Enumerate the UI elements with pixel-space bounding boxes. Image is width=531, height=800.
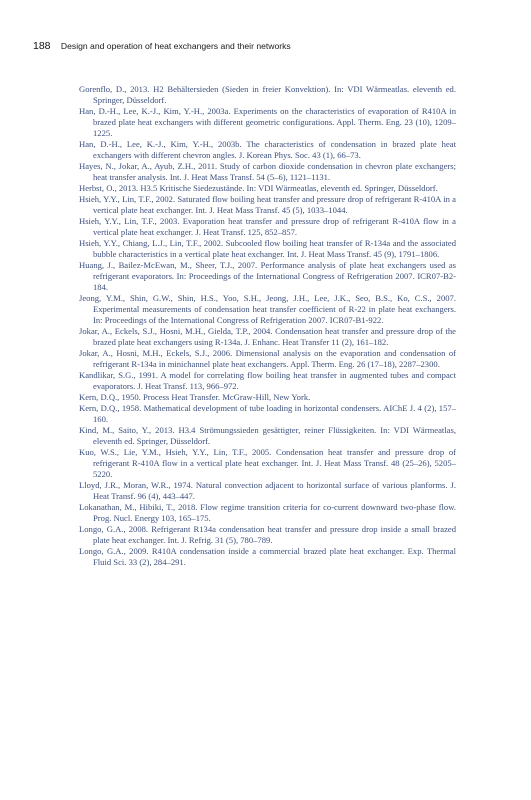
reference-entry: Han, D.-H., Lee, K.-J., Kim, Y.-H., 2003a. Experiments on the characteristics of evaporation of R410A in brazed plate heat exchangers with different geometric configurations. Appl. Therm. Eng. 23 (10), 1209–1225. (79, 105, 456, 138)
reference-entry: Jokar, A., Hosni, M.H., Eckels, S.J., 2006. Dimensional analysis on the evaporation and condensation of refrigerant R-134a in minichannel plate heat exchangers. Appl. Therm. Eng. 26 (17–18), 2287–2300. (79, 347, 456, 369)
reference-entry: Hayes, N., Jokar, A., Ayub, Z.H., 2011. Study of carbon dioxide condensation in chevron plate exchangers; heat transfer analysis. Int. J. Heat Mass Transf. 54 (5–6), 1121–1131. (79, 160, 456, 182)
reference-entry: Herbst, O., 2013. H3.5 Kritische Siedezustände. In: VDI Wärmeatlas, eleventh ed. Springer, Düsseldorf. (79, 182, 438, 193)
reference-list (79, 84, 456, 568)
reference-entry: Hsieh, Y.Y., Lin, T.F., 2002. Saturated flow boiling heat transfer and pressure drop of refrigerant R-410A in a vertical plate heat exchanger. Int. J. Heat Mass Transf. 45 (5), 1033–1044. (79, 193, 456, 215)
reference-entry: Longo, G.A., 2009. R410A condensation inside a commercial brazed plate heat exchanger. Exp. Thermal Fluid Sci. 33 (2), 284–291. (79, 545, 456, 567)
reference-entry: Jeong, Y.M., Shin, G.W., Shin, H.S., Yoo, S.H., Jeong, J.H., Lee, J.K., Seo, B.S., Ko, C.S., 2007. Experimental measurements of condensation heat transfer coefficient of R-22 in plate heat exchangers. In: Proceedings of the International Congress of Refrigeration 2007. ICR07-B1-922. (79, 292, 456, 325)
reference-entry: Kind, M., Saito, Y., 2013. H3.4 Strömungssieden gesättigter, reiner Flüssigkeiten. In: VDI Wärmeatlas, eleventh ed. Springer, Düsseldorf. (79, 424, 456, 446)
reference-entry: Gorenflo, D., 2013. H2 Behältersieden (Sieden in freier Konvektion). In: VDI Wärmeatlas. eleventh ed. Springer, Düsseldorf. (79, 83, 456, 105)
reference-entry: Lloyd, J.R., Moran, W.R., 1974. Natural convection adjacent to horizontal surface of various planforms. J. Heat Transf. 96 (4), 443–447. (79, 479, 456, 501)
reference-entry: Kuo, W.S., Lie, Y.M., Hsieh, Y.Y., Lin, T.F., 2005. Condensation heat transfer and pressure drop of refrigerant R-410A flow in a vertical plate heat exchanger. Int. J. Heat Mass Transf. 48 (25–26), 5205–5220. (79, 446, 456, 479)
running-header (33, 40, 503, 52)
reference-entry: Kern, D.Q., 1958. Mathematical development of tube loading in horizontal condensers. AIChE J. 4 (2), 157–160. (79, 402, 456, 424)
reference-entry: Hsieh, Y.Y., Chiang, L.J., Lin, T.F., 2002. Subcooled flow boiling heat transfer of R-134a and the associated bubble characteristics in a vertical plate heat exchanger. Int. J. Heat Mass Transf. 45 (9), 1791–1806. (79, 237, 456, 259)
reference-entry: Huang, J., Bailez-McEwan, M., Sheer, T.J., 2007. Performance analysis of plate heat exchangers used as refrigerant evaporators. In: Proceedings of the International Congress of Refrigeration 2007. ICR07-B2-184. (79, 259, 456, 292)
reference-entry: Hsieh, Y.Y., Lin, T.F., 2003. Evaporation heat transfer and pressure drop of refrigerant R-410A flow in a vertical plate heat exchanger. J. Heat Transf. 125, 852–857. (79, 215, 456, 237)
page-number: 188 (33, 40, 51, 52)
reference-entry: Jokar, A., Eckels, S.J., Hosni, M.H., Gielda, T.P., 2004. Condensation heat transfer and pressure drop of the brazed plate heat exchangers using R-134a. J. Enhanc. Heat Transfer 11 (2), 161–182. (79, 325, 456, 347)
reference-entry: Lokanathan, M., Hibiki, T., 2018. Flow regime transition criteria for co-current downward two-phase flow. Prog. Nucl. Energy 103, 165–175. (79, 501, 456, 523)
reference-entry: Kern, D.Q., 1950. Process Heat Transfer. McGraw-Hill, New York. (79, 391, 311, 402)
reference-entry: Kandlikar, S.G., 1991. A model for correlating flow boiling heat transfer in augmented tubes and compact evaporators. J. Heat Transf. 113, 966–972. (79, 369, 456, 391)
running-title: Design and operation of heat exchangers and their networks (60, 41, 291, 51)
reference-entry: Han, D.-H., Lee, K.-J., Kim, Y.-H., 2003b. The characteristics of condensation in brazed plate heat exchangers with different chevron angles. J. Korean Phys. Soc. 43 (1), 66–73. (79, 138, 456, 160)
reference-entry: Longo, G.A., 2008. Refrigerant R134a condensation heat transfer and pressure drop inside a small brazed plate heat exchanger. Int. J. Refrig. 31 (5), 780–789. (79, 523, 456, 545)
